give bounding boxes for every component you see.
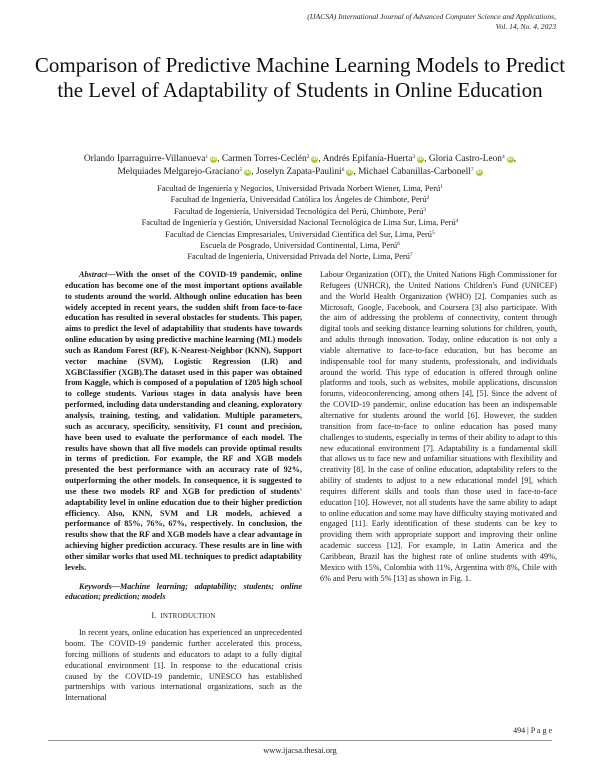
author-list: Orlando Iparraguirre-Villanueva$^1$ iD, Carmen Torres-Ceclén$^2$ iD, Andrés Epifanía-Huerta$^3$ iD, Gloria Castro-Leon$^4$ iD, Melquiades Melgarejo-Graciano$^5$ iD, Joselyn Zapata-Paulini$^6$ iD, Michael Cabanillas-Carbonell$^7$ iD bbox=[83, 154, 517, 177]
orcid-icon[interactable]: iD bbox=[418, 156, 424, 162]
abstract-text: —With the onset of the COVID-19 pandemic, online education has become one of the most important options available to students around the world. Although online education has been widely accepted in recent years, the sudden shift from face-to-face education has resulted in several obstacles for students. This paper, aims to predict the level of adaptability that students have towards online education by using predictive machine learning (ML) models such as Random Forest (RF), K-Nearest-Neighbor (KNN), Support vector machine (SVM), Logistic Regression (LR) and XGBClassifier (XGB).The dataset used in this paper was obtained from Kaggle, which is composed of a population of 1205 high school to college students. Various stages in data analysis have been performed, including data understanding and cleaning, exploratory analysis, training, testing, and validation. Multiple parameters, such as accuracy, specificity, sensitivity, F1 count and precision, have been used to evaluate the performance of each model. The results have shown that all five models can provide optimal results in terms of prediction. For example, the RF and XGB models presented the best performance with an accuracy rate of 92%, outperforming the other models. In consequence, it is suggested to use these two models RF and XGB for prediction of students' adaptability level in online education due to their higher prediction efficiency. Also, KNN, SVM and LR models, achieved a performance of 85%, 76%, 67%, respectively. In conclusion, the results show that the RF and XGB models have a clear advantage in achieving higher prediction accuracy. These results are in line with other similar works that used ML techniques to predict adaptability levels. bbox=[65, 270, 302, 572]
intro-paragraph: In recent years, online education has experienced an unprecedented boom. The COVID-19 pandemic further accelerated this process, forcing millions of students and educators to adapt to a fully digital educational environment [1]. In response to the educational crisis caused by the COVID-19 pandemic, UNESCO has established partnerships with various international organizations, such as the International bbox=[65, 628, 302, 703]
page-number: 494 | P a g e bbox=[513, 726, 552, 735]
footer-url[interactable]: www.ijacsa.thesai.org bbox=[263, 746, 337, 755]
journal-name: (IJACSA) International Journal of Advanced Computer Science and Applications, bbox=[307, 12, 556, 21]
author-name: Joselyn Zapata-Paulini bbox=[255, 167, 342, 177]
right-column bbox=[320, 270, 557, 584]
affiliation-list bbox=[30, 183, 570, 263]
author-name: Gloria Castro-Leon bbox=[428, 154, 502, 164]
keywords: Keywords—Machine learning; adaptability; students; online education; prediction; models bbox=[65, 581, 302, 602]
section-heading bbox=[65, 611, 302, 622]
affiliation: Facultad de Ingeniería, Universidad Católica los Ángeles de Chimbote, Perú$^2$ bbox=[170, 195, 430, 205]
affiliation: Escuela de Posgrado, Universidad Continental, Lima, Perú$^6$ bbox=[200, 241, 400, 251]
abstract-label: Abstract bbox=[79, 270, 108, 279]
orcid-icon[interactable]: iD bbox=[245, 169, 251, 175]
paper-title: Comparison of Predictive Machine Learning Models to Predict the Level of Adaptability of Students in Online Education bbox=[34, 53, 566, 102]
footer-divider bbox=[48, 740, 552, 741]
author-name: Andrés Epifanía-Huerta bbox=[322, 154, 413, 164]
section-number: I. bbox=[151, 611, 157, 621]
author-name: Michael Cabanillas-Carbonell bbox=[358, 167, 471, 177]
left-column bbox=[65, 270, 302, 704]
running-header bbox=[196, 12, 556, 32]
intro-paragraph-continued: Labour Organization (OIT), the United Nations High Commissioner for Refugees (UNHCR), the United Nations Children's Fund (UNICEF) and the World Health Organization (WHO) [2]. Companies such as Microsoft, Google, Facebook, and Coursera [3] also participate. With the aim of addressing the problems of connectivity, content through digital tools and seeking distance learning solutions for children, youth, and adults through innovation. Today, online education is not only a viable alternative to face-to-face education, but has become an indispensable tool for many students, professionals, and individuals around the world. This type of education is offered through online platforms and tools, such as websites, mobile applications, discussion forums, videoconferencing, among others [4], [5]. Since the advent of the COVID-19 pandemic, online education has been an indispensable alternative for students around the world [6]. However, the sudden transition from face-to-face to online education has posed many challenges to students, especially in terms of their ability to adapt to this new educational environment [7]. Adaptability is a fundamental skill that allows us to face new and unfamiliar situations with flexibility and creativity [8]. In the case of online education, adaptability refers to the ability of students to adjust to a new educational model [9], which requires different skills and tools than those used in face-to-face education [10]. However, not all students have the same ability to adapt to online education and some may have difficulty staying motivated and engaged [11]. Early identification of these students can be key to providing them with appropriate support and improving their online academic success [12]. For example, in Latin America and the Caribbean, Brazil has the highest rate of online students with 49%, Mexico with 15%, Colombia with 11%, Argentina with 8%, Chile with 6% and Peru with 5% [13] as shown in Fig. 1. bbox=[320, 270, 557, 583]
orcid-icon[interactable]: iD bbox=[347, 169, 353, 175]
affiliation: Facultad de Ciencias Empresariales, Universidad Científica del Sur, Lima, Perú$^5$ bbox=[165, 229, 435, 239]
author-name: Carmen Torres-Ceclén bbox=[221, 154, 307, 164]
affiliation: Facultad de Ingeniería y Negocios, Universidad Privada Norbert Wiener, Lima, Perú$^1$ bbox=[157, 184, 443, 193]
abstract bbox=[65, 270, 302, 574]
journal-volume: Vol. 14, No. 4, 2023 bbox=[495, 22, 556, 31]
orcid-icon[interactable]: iD bbox=[507, 156, 513, 162]
section-title: INTRODUCTION bbox=[160, 612, 216, 621]
affiliation: Facultad de Ingeniería, Universidad Privada del Norte, Lima, Perú$^7$ bbox=[187, 252, 413, 262]
author-name: Orlando Iparraguirre-Villanueva bbox=[83, 154, 206, 164]
orcid-icon[interactable]: iD bbox=[476, 169, 482, 175]
affiliation: Facultad de Ingeniería, Universidad Tecnológica del Perú, Chimbote, Perú$^3$ bbox=[173, 206, 427, 216]
orcid-icon[interactable]: iD bbox=[312, 156, 318, 162]
author-name: Melquiades Melgarejo-Graciano bbox=[117, 167, 240, 177]
orcid-icon[interactable]: iD bbox=[211, 156, 217, 162]
affiliation: Facultad de Ingeniería y Gestión, Universidad Nacional Tecnológica de Lima Sur, Lima, Perú$^4$ bbox=[141, 218, 459, 228]
